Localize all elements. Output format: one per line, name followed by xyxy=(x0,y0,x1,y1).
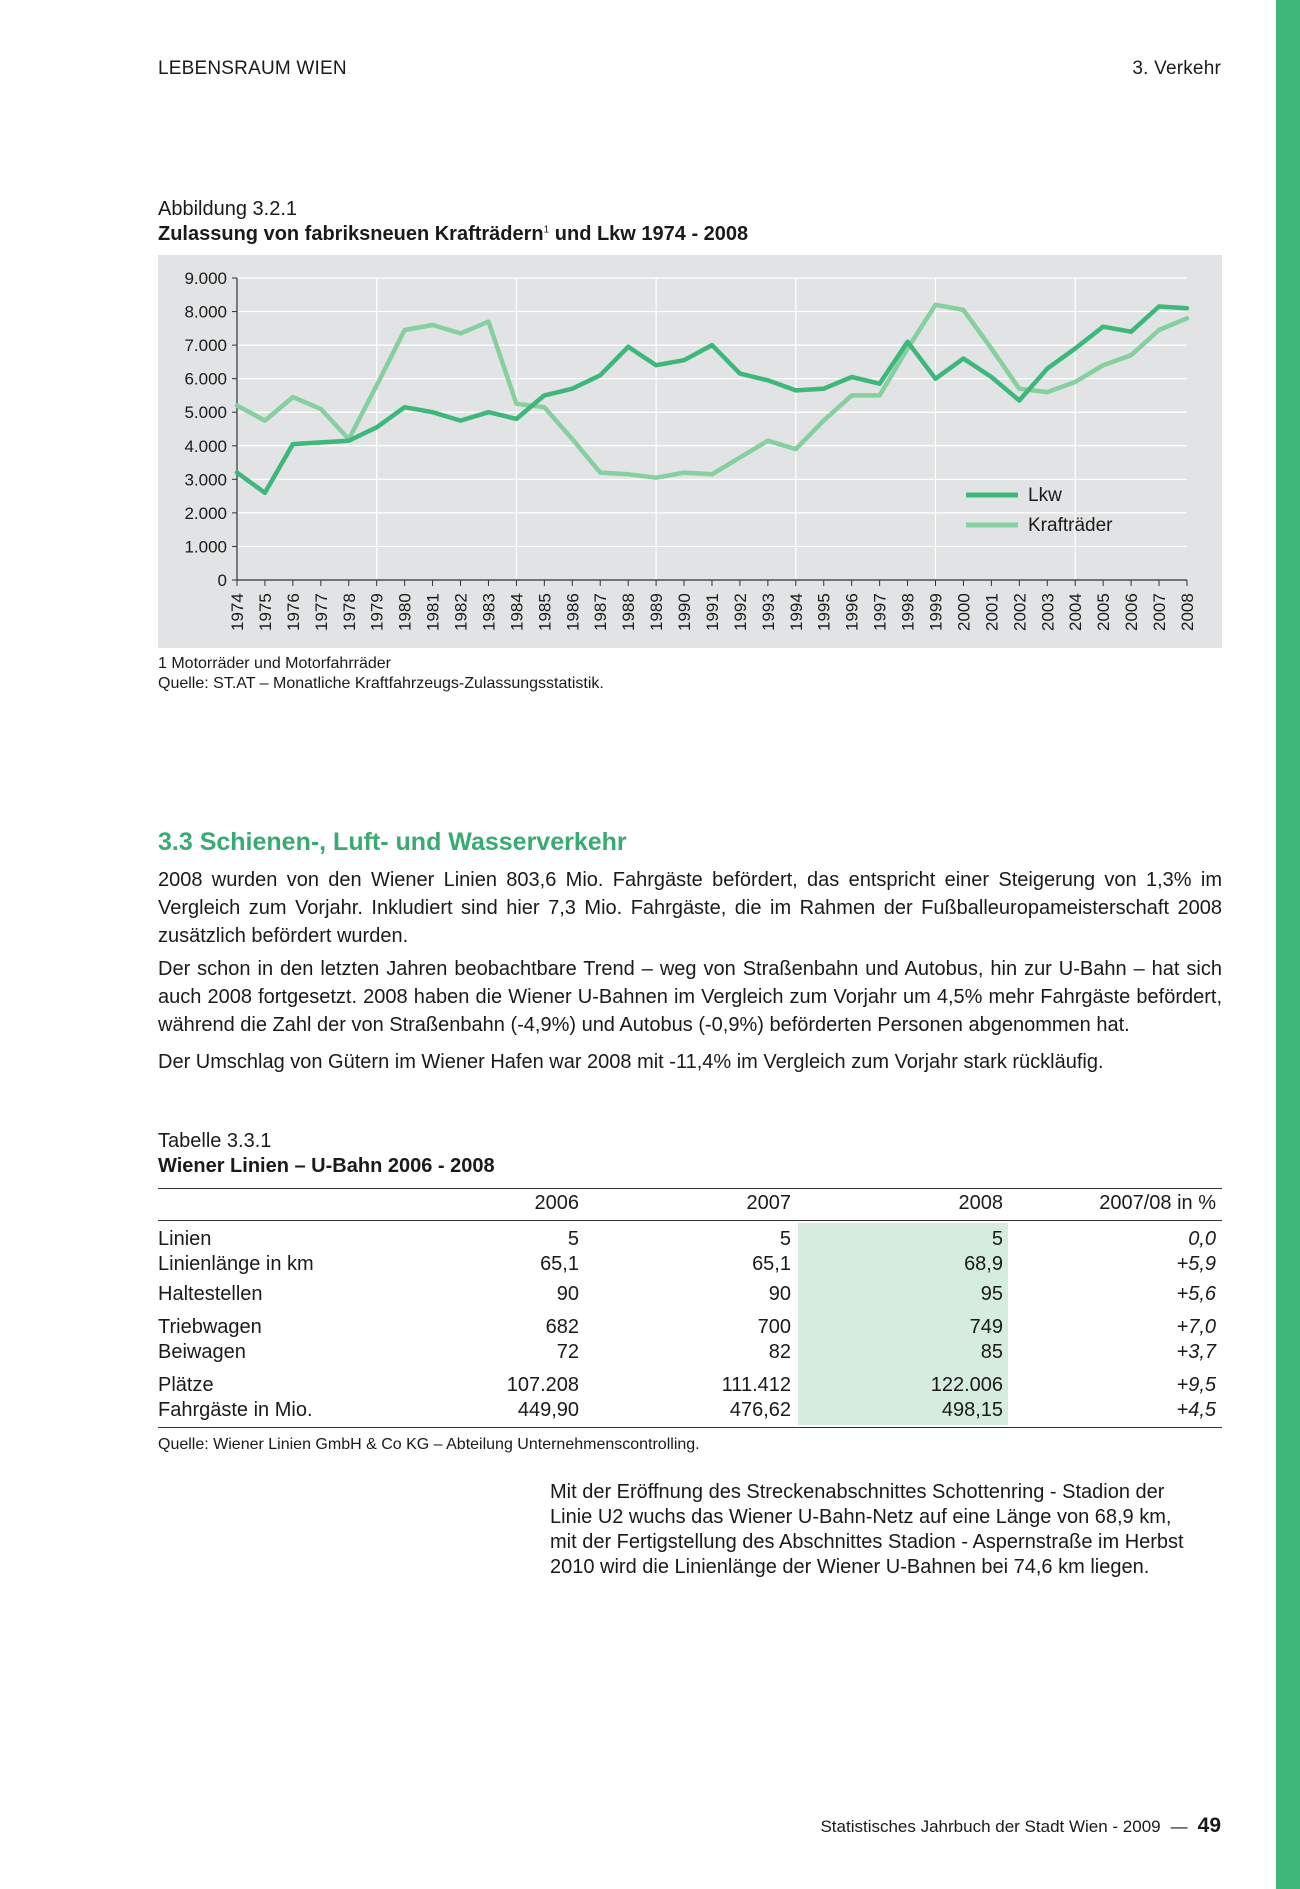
table-row-label: Fahrgäste in Mio. xyxy=(158,1399,313,1421)
data-point-kraftraeder xyxy=(961,308,965,312)
data-point-kraftraeder xyxy=(235,404,239,408)
data-point-kraftraeder xyxy=(263,419,267,423)
data-point-kraftraeder xyxy=(1017,387,1021,391)
data-point-lkw xyxy=(682,358,686,362)
table-row-label: Plätze xyxy=(158,1374,214,1396)
x-tick-label: 1979 xyxy=(367,593,387,631)
data-point-lkw xyxy=(291,442,295,446)
data-point-lkw xyxy=(961,357,965,361)
x-tick-label: 1990 xyxy=(675,593,695,631)
figure-title-rest: und Lkw 1974 - 2008 xyxy=(549,223,749,245)
table-cell: 700 xyxy=(757,1316,791,1338)
figure-source: Quelle: ST.AT – Monatliche Kraftfahrzeugs-Zulassungsstatistik. xyxy=(158,675,604,692)
running-header-title: LEBENSRAUM WIEN xyxy=(158,58,347,79)
table-top-rule xyxy=(158,1188,1222,1189)
x-tick-label: 1978 xyxy=(339,593,359,631)
table-cell: 72 xyxy=(556,1341,579,1363)
table-cell: 82 xyxy=(768,1341,791,1363)
data-point-lkw xyxy=(710,343,714,347)
table-header-cell: 2007 xyxy=(746,1192,791,1214)
paragraph: 2008 wurden von den Wiener Linien 803,6 Mio. Fahrgäste befördert, das entspricht einer Steigerung von 1,3% im Vergleich zum Vorjahr. Inkludiert sind hier 7,3 Mio. Fahrgäste, die im Rahmen der Fußballeuropameisterschaft 2008 zusätzlich befördert wurden. xyxy=(158,869,1222,947)
figure-title-footnote-mark: 1 xyxy=(543,224,550,236)
x-tick-label: 2008 xyxy=(1177,593,1197,631)
table-cell: +9,5 xyxy=(1176,1374,1216,1396)
data-point-lkw xyxy=(403,405,407,409)
y-tick-label: 1.000 xyxy=(184,537,227,557)
data-point-kraftraeder xyxy=(850,393,854,397)
table-row-label: Beiwagen xyxy=(158,1341,246,1363)
data-point-lkw xyxy=(878,382,882,386)
y-tick-label: 5.000 xyxy=(184,403,227,423)
x-tick-label: 2003 xyxy=(1038,593,1058,631)
table-cell: +7,0 xyxy=(1176,1316,1216,1338)
y-tick-label: 4.000 xyxy=(184,436,227,456)
table-cell: 65,1 xyxy=(752,1253,791,1275)
data-point-kraftraeder xyxy=(319,407,323,411)
data-point-lkw xyxy=(766,378,770,382)
x-tick-label: 1993 xyxy=(758,593,778,631)
x-tick-label: 1982 xyxy=(451,593,471,631)
data-point-lkw xyxy=(1073,346,1077,350)
table-cell: 749 xyxy=(969,1316,1003,1338)
table-cell: 5 xyxy=(567,1228,579,1250)
x-tick-label: 2002 xyxy=(1010,593,1030,631)
data-point-lkw xyxy=(542,393,546,397)
x-tick-label: 1980 xyxy=(395,593,415,631)
table-cell: 5 xyxy=(991,1228,1003,1250)
data-point-kraftraeder xyxy=(822,419,826,423)
table-source: Quelle: Wiener Linien GmbH & Co KG – Abteilung Unternehmenscontrolling. xyxy=(158,1436,700,1453)
data-point-kraftraeder xyxy=(626,472,630,476)
x-tick-label: 1991 xyxy=(702,593,722,631)
data-point-kraftraeder xyxy=(1101,363,1105,367)
data-point-kraftraeder xyxy=(738,456,742,460)
table-row-label: Linienlänge in km xyxy=(158,1253,314,1275)
data-point-kraftraeder xyxy=(654,476,658,480)
paragraph: Der Umschlag von Gütern im Wiener Hafen war 2008 mit -11,4% im Vergleich zum Vorjahr stark rückläufig. xyxy=(158,1051,1104,1073)
y-tick-label: 2.000 xyxy=(184,503,227,523)
data-point-kraftraeder xyxy=(682,471,686,475)
data-point-lkw xyxy=(347,439,351,443)
line-chart xyxy=(158,255,1222,648)
data-point-kraftraeder xyxy=(431,323,435,327)
table-row-label: Linien xyxy=(158,1228,212,1250)
table-header-cell: 2008 xyxy=(958,1192,1003,1214)
green-edge-bar xyxy=(1276,0,1300,1889)
data-point-kraftraeder xyxy=(710,472,714,476)
x-tick-label: 1995 xyxy=(814,593,834,631)
data-point-kraftraeder xyxy=(989,346,993,350)
paragraph: Der schon in den letzten Jahren beobachtbare Trend – weg von Straßenbahn und Autobus, hin zur U-Bahn – hat sich auch 2008 fortgesetzt. 2008 haben die Wiener U-Bahnen im Vergleich zum Vorjahr um 4,5% mehr Fahrgäste befördert, während die Zahl der von Straßenbahn (-4,9%) und Autobus (-0,9%) beförderten Personen abgenommen hat. xyxy=(158,958,1222,1036)
table-cell: 90 xyxy=(768,1283,791,1305)
x-tick-label: 1984 xyxy=(507,593,527,631)
table-title: Wiener Linien – U-Bahn 2006 - 2008 xyxy=(158,1155,495,1177)
data-point-kraftraeder xyxy=(514,402,518,406)
data-point-kraftraeder xyxy=(403,328,407,332)
y-tick-label: 0 xyxy=(217,571,227,590)
data-point-lkw xyxy=(375,425,379,429)
x-tick-label: 2007 xyxy=(1150,593,1170,631)
data-point-kraftraeder xyxy=(375,383,379,387)
table-cell: +4,5 xyxy=(1176,1399,1216,1421)
x-tick-label: 2005 xyxy=(1094,593,1114,631)
legend-label: Lkw xyxy=(1028,485,1062,506)
data-point-lkw xyxy=(263,491,267,495)
data-point-lkw xyxy=(319,440,323,444)
running-header-chapter: 3. Verkehr xyxy=(1132,58,1221,79)
data-point-lkw xyxy=(934,377,938,381)
x-tick-label: 2004 xyxy=(1066,593,1086,631)
y-tick-label: 7.000 xyxy=(184,336,227,356)
table-cell: 85 xyxy=(980,1341,1003,1363)
data-point-kraftraeder xyxy=(794,447,798,451)
table-label: Tabelle 3.3.1 xyxy=(158,1130,272,1152)
figure-label: Abbildung 3.2.1 xyxy=(158,198,298,220)
x-tick-label: 1974 xyxy=(228,593,247,631)
data-point-kraftraeder xyxy=(1073,380,1077,384)
data-point-lkw xyxy=(1101,325,1105,329)
data-point-lkw xyxy=(570,387,574,391)
x-tick-label: 1996 xyxy=(842,593,862,631)
data-point-lkw xyxy=(794,388,798,392)
data-point-lkw xyxy=(822,387,826,391)
x-tick-label: 1992 xyxy=(730,593,750,631)
x-tick-label: 1994 xyxy=(786,593,806,631)
table-cell: 107.208 xyxy=(506,1374,579,1396)
section-heading: 3.3 Schienen-, Luft- und Wasserverkehr xyxy=(158,828,627,856)
data-point-lkw xyxy=(654,363,658,367)
data-point-lkw xyxy=(1045,367,1049,371)
data-point-lkw xyxy=(431,410,435,414)
legend-label: Krafträder xyxy=(1028,515,1113,536)
data-point-kraftraeder xyxy=(1157,328,1161,332)
footer-dash: — xyxy=(1170,1817,1188,1836)
data-point-lkw xyxy=(1157,305,1161,309)
x-tick-label: 1999 xyxy=(926,593,946,631)
data-point-kraftraeder xyxy=(291,395,295,399)
side-note: Mit der Eröffnung des Streckenabschnittes Schottenring - Stadion der Linie U2 wuchs das Wiener U-Bahn-Netz auf eine Länge von 68,9 km, mit der Fertigstellung des Abschnittes Stadion - Aspernstraße im Herbst 2010 wird die Linienlänge der Wiener U-Bahnen bei 74,6 km liegen. xyxy=(550,1481,1184,1578)
data-point-lkw xyxy=(626,345,630,349)
x-tick-label: 1977 xyxy=(311,593,331,631)
x-tick-label: 1998 xyxy=(898,593,918,631)
page-number: 49 xyxy=(1197,1814,1221,1837)
data-point-lkw xyxy=(598,373,602,377)
data-point-kraftraeder xyxy=(542,405,546,409)
data-point-lkw xyxy=(1017,398,1021,402)
table-cell: +5,9 xyxy=(1176,1253,1216,1275)
figure-footnote: 1 Motorräder und Motorfahrräder xyxy=(158,655,391,672)
table-header-cell: 2006 xyxy=(534,1192,579,1214)
data-point-kraftraeder xyxy=(1045,390,1049,394)
data-point-lkw xyxy=(989,375,993,379)
x-tick-label: 1975 xyxy=(255,593,275,631)
x-tick-label: 2001 xyxy=(982,593,1002,631)
table-cell: 122.006 xyxy=(930,1374,1003,1396)
table-header-cell: 2007/08 in % xyxy=(1099,1192,1216,1214)
x-tick-label: 1989 xyxy=(647,593,667,631)
x-tick-label: 1985 xyxy=(535,593,555,631)
x-tick-label: 1981 xyxy=(423,593,443,631)
data-point-kraftraeder xyxy=(934,303,938,307)
table-bottom-rule xyxy=(158,1427,1222,1428)
table-cell: 111.412 xyxy=(721,1374,791,1396)
data-point-lkw xyxy=(486,410,490,414)
data-point-kraftraeder xyxy=(878,393,882,397)
line-chart-svg xyxy=(158,255,1222,648)
figure-title xyxy=(158,223,748,246)
table-cell: 449,90 xyxy=(517,1399,579,1421)
table-cell: 498,15 xyxy=(941,1399,1003,1421)
data-point-kraftraeder xyxy=(1185,316,1189,320)
y-tick-label: 9.000 xyxy=(184,269,227,288)
table-cell: 68,9 xyxy=(964,1253,1003,1275)
data-point-lkw xyxy=(906,340,910,344)
data-point-kraftraeder xyxy=(570,437,574,441)
data-point-lkw xyxy=(850,375,854,379)
data-point-lkw xyxy=(235,471,239,475)
x-tick-label: 1986 xyxy=(563,593,583,631)
table-row-label: Haltestellen xyxy=(158,1283,263,1305)
data-point-lkw xyxy=(1129,330,1133,334)
data-point-lkw xyxy=(459,419,463,423)
footer-text: Statistisches Jahrbuch der Stadt Wien - 2009 xyxy=(820,1817,1161,1836)
x-tick-label: 1976 xyxy=(283,593,303,631)
data-point-lkw xyxy=(514,417,518,421)
x-tick-label: 1997 xyxy=(870,593,890,631)
x-tick-label: 2000 xyxy=(954,593,974,631)
table-cell: 5 xyxy=(779,1228,791,1250)
data-point-kraftraeder xyxy=(598,471,602,475)
table-cell: 90 xyxy=(556,1283,579,1305)
x-tick-label: 1988 xyxy=(619,593,639,631)
y-tick-label: 3.000 xyxy=(184,470,227,490)
data-point-kraftraeder xyxy=(459,331,463,335)
page-footer xyxy=(820,1814,1221,1838)
table-cell: +5,6 xyxy=(1176,1283,1216,1305)
table-cell: 65,1 xyxy=(540,1253,579,1275)
y-tick-label: 6.000 xyxy=(184,369,227,389)
x-tick-label: 1987 xyxy=(591,593,611,631)
table-cell: +3,7 xyxy=(1176,1341,1216,1363)
table-cell: 0,0 xyxy=(1188,1228,1216,1250)
table-cell: 95 xyxy=(980,1283,1003,1305)
y-tick-label: 8.000 xyxy=(184,302,227,322)
x-tick-label: 2006 xyxy=(1122,593,1142,631)
data-point-kraftraeder xyxy=(1129,353,1133,357)
table-header-rule xyxy=(158,1220,1222,1221)
data-point-kraftraeder xyxy=(766,439,770,443)
data-point-lkw xyxy=(1185,306,1189,310)
data-point-kraftraeder xyxy=(486,320,490,324)
data-point-lkw xyxy=(738,372,742,376)
table-cell: 682 xyxy=(545,1316,579,1338)
table-cell: 476,62 xyxy=(729,1399,791,1421)
table-row-label: Triebwagen xyxy=(158,1316,262,1338)
figure-title-main: Zulassung von fabriksneuen Krafträdern xyxy=(158,223,544,245)
x-tick-label: 1983 xyxy=(479,593,499,631)
